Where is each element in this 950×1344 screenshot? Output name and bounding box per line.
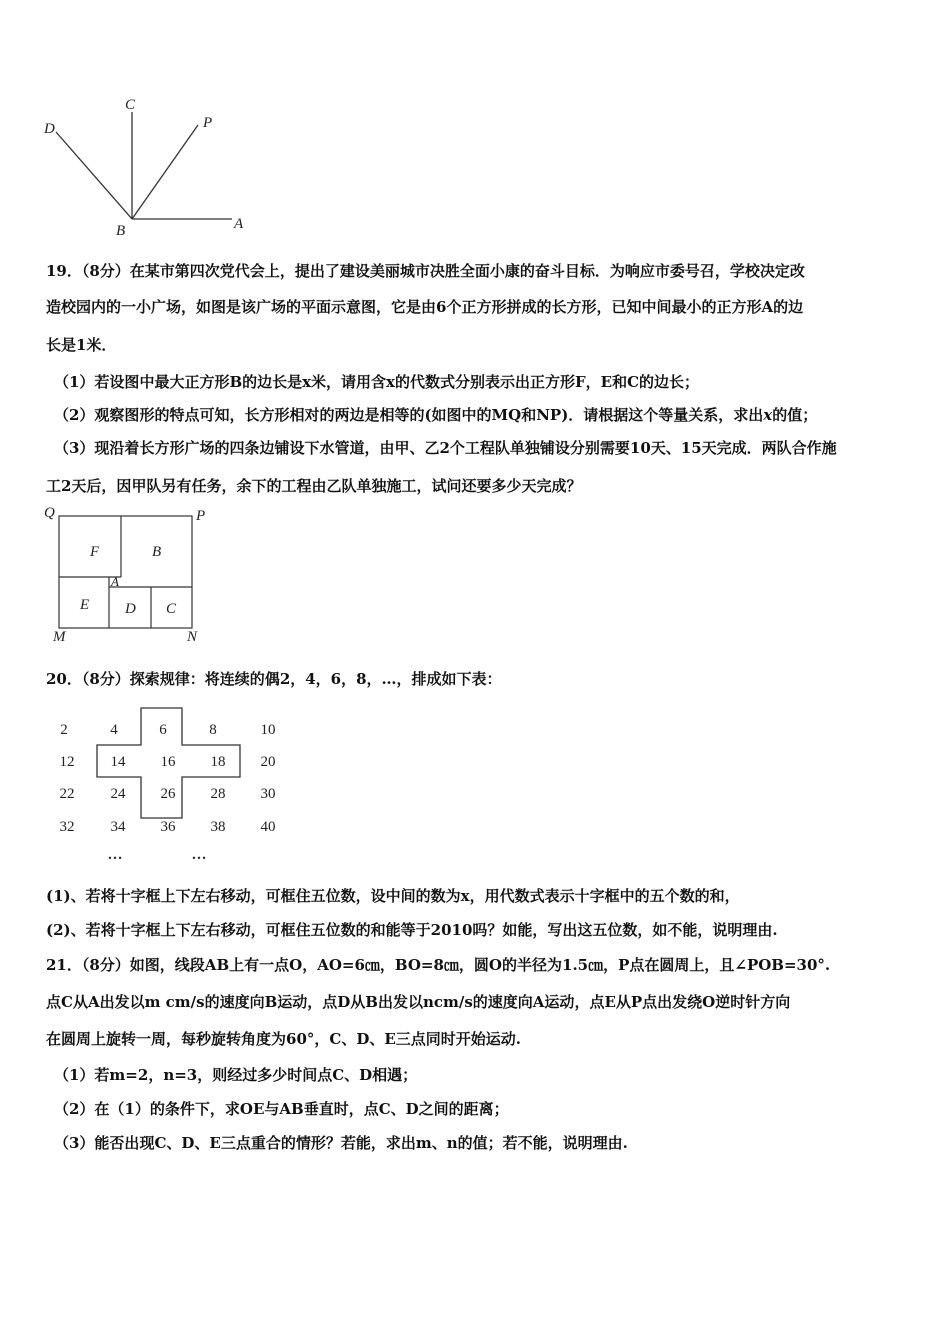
q19-sub2 bbox=[54, 405, 817, 425]
q21-sub1: （1）若m=2，n=3，则经过多少时间点C、D相遇； bbox=[54, 1066, 418, 1084]
label-C-sq: C bbox=[166, 601, 177, 617]
q19-sub2-text: （2）观察图形的特点可知，长方形相对的两边是相等的(如图中的MQ和NP)．请根据这个等量关系，求出 bbox=[54, 406, 764, 424]
q19-line3: 长是1米． bbox=[46, 336, 117, 354]
grid-cell: 40 bbox=[260, 819, 276, 835]
q21-line2: 点C从A出发以m cm/s的速度向B运动，点D从B出发以ncm/s的速度向A运动，点E从P点出发绕O逆时针方向 bbox=[46, 993, 791, 1011]
grid-cell: 36 bbox=[160, 819, 176, 835]
grid-cell: 38 bbox=[210, 819, 226, 835]
label-D-sq: D bbox=[125, 601, 136, 617]
grid-ellipsis: … bbox=[107, 847, 123, 863]
label-M: M bbox=[53, 629, 66, 645]
label-A-sq: A bbox=[111, 574, 119, 589]
angle-figure bbox=[40, 95, 260, 240]
q19-line1: 19．（8分）在某市第四次党代会上，提出了建设美丽城市决胜全面小康的奋斗目标．为响应市委号召，学校决定改 bbox=[46, 262, 805, 280]
grid-cell: 12 bbox=[59, 754, 75, 770]
squares-figure bbox=[40, 505, 220, 645]
grid-cell: 8 bbox=[209, 722, 217, 738]
q19-sub2-var: x bbox=[763, 406, 773, 424]
ray-BD bbox=[56, 132, 132, 219]
number-grid bbox=[40, 700, 300, 870]
q19-sub2-end: 的值； bbox=[772, 406, 818, 424]
q20-sub1: (1)、若将十字框上下左右移动，可框住五位数，设中间的数为x，用代数式表示十字框中的五个数的和， bbox=[46, 887, 740, 905]
grid-cell: 18 bbox=[210, 754, 226, 770]
grid-cell: 14 bbox=[110, 754, 126, 770]
label-B-sq: B bbox=[152, 544, 162, 560]
label-E: E bbox=[80, 597, 90, 613]
grid-cell: 10 bbox=[260, 722, 276, 738]
q19-sub3a: （3）现沿着长方形广场的四条边铺设下水管道，由甲、乙2个工程队单独铺设分别需要10天、15天完成．两队合作施 bbox=[54, 439, 837, 457]
label-B: B bbox=[116, 223, 126, 239]
label-D: D bbox=[44, 121, 55, 137]
grid-cell: 24 bbox=[110, 786, 126, 802]
q19-sub1: （1）若设图中最大正方形B的边长是x米，请用含x的代数式分别表示出正方形F，E和C的边长； bbox=[54, 373, 700, 391]
q21-line3: 在圆周上旋转一周，每秒旋转角度为60°，C、D、E三点同时开始运动. bbox=[46, 1030, 521, 1048]
grid-cell: 26 bbox=[160, 786, 176, 802]
label-P-sq: P bbox=[196, 508, 206, 524]
label-A: A bbox=[234, 216, 244, 232]
grid-cell: 28 bbox=[210, 786, 226, 802]
q19-sub3b: 工2天后，因甲队另有任务，余下的工程由乙队单独施工，试问还要多少天完成？ bbox=[46, 477, 582, 495]
q20-title: 20．（8分）探索规律：将连续的偶2，4，6，8，…，排成如下表： bbox=[46, 670, 502, 688]
q19-line2: 造校园内的一小广场，如图是该广场的平面示意图，它是由6个正方形拼成的长方形，已知中间最小的正方形A的边 bbox=[46, 298, 804, 316]
q21-line1: 21．（8分）如图，线段AB上有一点O，AO=6㎝，BO=8㎝，圆O的半径为1.5㎝，P点在圆周上，且∠POB=30°. bbox=[46, 956, 831, 974]
grid-cell: 30 bbox=[260, 786, 276, 802]
label-Q: Q bbox=[44, 505, 55, 521]
grid-cell: 22 bbox=[59, 786, 75, 802]
q21-sub2: （2）在（1）的条件下，求OE与AB垂直时，点C、D之间的距离； bbox=[54, 1100, 509, 1118]
label-P: P bbox=[203, 115, 213, 131]
grid-cell: 6 bbox=[159, 722, 167, 738]
grid-ellipsis: … bbox=[191, 847, 207, 863]
ray-BP bbox=[132, 125, 198, 219]
q21-sub3: （3）能否出现C、D、E三点重合的情形？若能，求出m、n的值；若不能，说明理由. bbox=[54, 1134, 628, 1152]
grid-cell: 2 bbox=[60, 722, 68, 738]
label-F: F bbox=[90, 544, 100, 560]
grid-cell: 16 bbox=[160, 754, 176, 770]
grid-cell: 20 bbox=[260, 754, 276, 770]
grid-cell: 32 bbox=[59, 819, 75, 835]
grid-cell: 34 bbox=[110, 819, 126, 835]
label-C: C bbox=[125, 97, 136, 113]
label-N: N bbox=[187, 629, 198, 645]
grid-cell: 4 bbox=[110, 722, 118, 738]
q20-sub2: (2)、若将十字框上下左右移动，可框住五位数的和能等于2010吗？如能，写出这五位数，如不能，说明理由. bbox=[46, 921, 778, 939]
